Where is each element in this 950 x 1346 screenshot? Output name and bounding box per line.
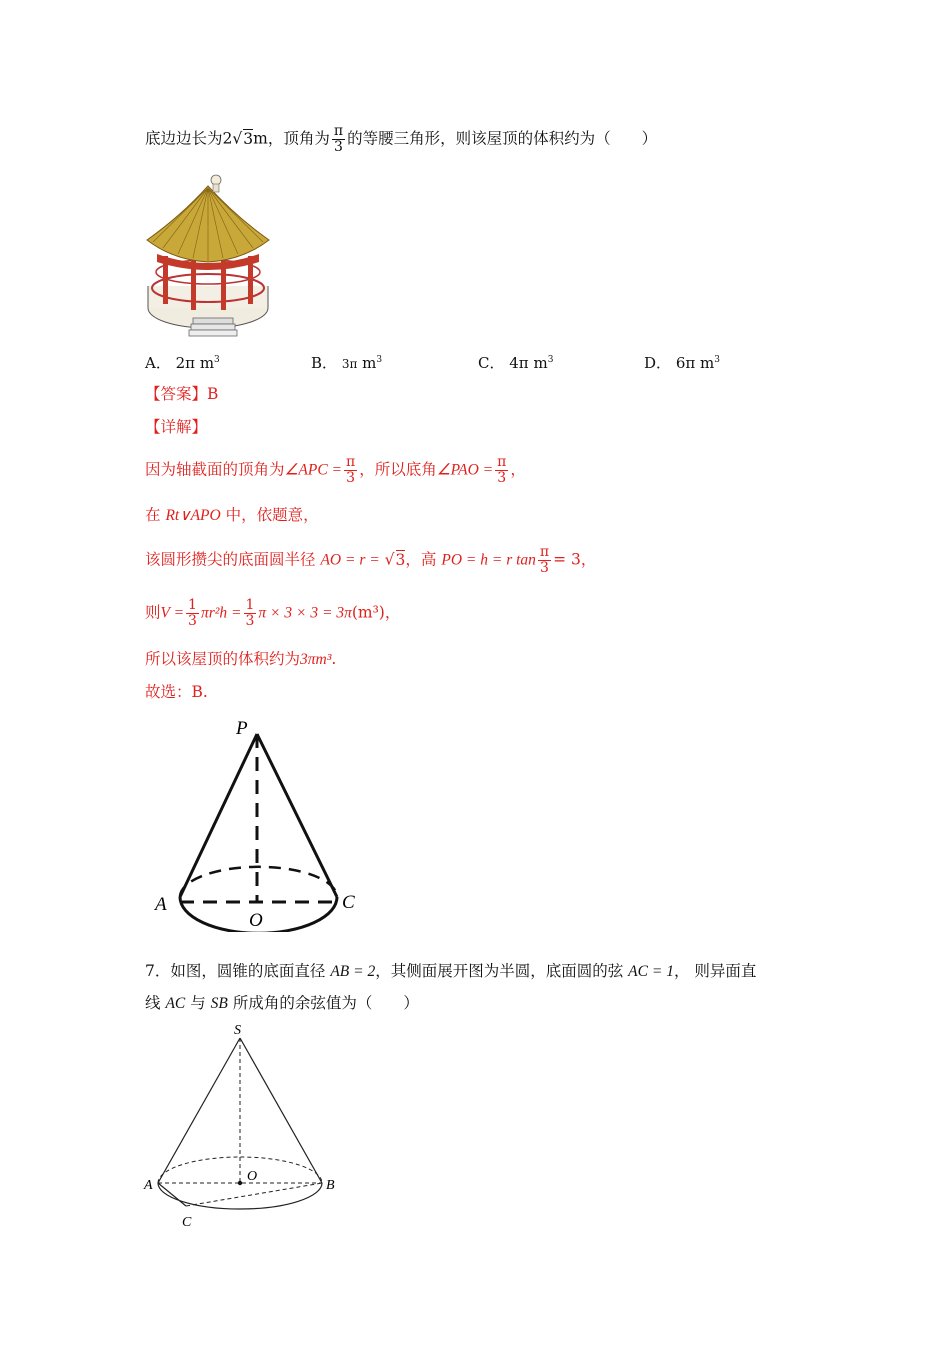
q7-text: 7．如图，圆锥的底面直径: [145, 962, 326, 980]
option-label: C．: [478, 354, 505, 372]
stem-text: 底边边长为: [145, 129, 223, 148]
sol-root: 3: [395, 550, 406, 569]
option-c[interactable]: [478, 352, 553, 373]
q7-line-2: [145, 991, 419, 1016]
frac-num: π: [333, 123, 344, 139]
sqrt-symbol: √: [232, 129, 243, 148]
option-label: D．: [644, 354, 672, 372]
sol-text: 在: [145, 506, 161, 524]
frac-den: 3: [346, 470, 356, 486]
center-point: [238, 1181, 242, 1185]
solution-line-3: [145, 545, 596, 576]
q7-text: 所成角的余弦值为（ ）: [232, 994, 419, 1012]
label-o: O: [247, 1169, 258, 1184]
label-c: C: [342, 892, 355, 913]
sol-text: 则: [145, 603, 161, 622]
option-value: 2π: [175, 354, 196, 372]
side-root: 3: [243, 129, 254, 148]
frac-pi-3: [538, 545, 551, 576]
option-value: 6π: [675, 354, 696, 372]
option-a[interactable]: [145, 352, 220, 373]
option-label: B．: [311, 354, 338, 372]
label-a: A: [155, 894, 167, 915]
cone-edge-left: [180, 734, 257, 897]
frac-1-3: [244, 598, 257, 629]
sol-text: ，: [580, 550, 597, 569]
frac-den: 3: [334, 139, 343, 155]
option-label: A．: [145, 354, 171, 372]
cone-edge-right: [257, 734, 337, 897]
option-value: 3π: [341, 357, 358, 371]
sol-math: Rt∨APO: [165, 507, 221, 524]
cone-figure-1: [150, 712, 365, 932]
frac-pi-3: [344, 455, 357, 486]
sol-math: PO = h = r tan: [441, 551, 536, 569]
sol-math: V =: [160, 604, 185, 622]
q7-math: AB = 2: [330, 963, 376, 980]
frac-num: π: [346, 454, 356, 470]
sol-math: ∠PAO =: [436, 461, 494, 479]
frac-num: π: [539, 544, 550, 560]
sqrt-symbol: √: [384, 550, 395, 569]
option-value: 4π: [509, 354, 529, 372]
sol-math: 3πm³: [300, 651, 332, 668]
edge-sa: [158, 1038, 240, 1183]
option-unit: m: [700, 354, 715, 372]
edge-sb: [240, 1038, 322, 1183]
angle-fraction: [332, 124, 345, 155]
q7-line-1: [145, 959, 756, 984]
frac-den: 3: [188, 613, 197, 629]
label-b: B: [326, 1178, 335, 1193]
solution-line-4: [145, 598, 400, 629]
frac-den: 3: [245, 613, 255, 629]
sol-text: ，: [384, 603, 401, 622]
solution-line-5: [145, 647, 336, 672]
answer-line: [145, 382, 218, 406]
chord-cb: [186, 1183, 322, 1206]
sol-math: AO = r =: [320, 551, 380, 569]
pavilion-image: [143, 168, 273, 340]
q7-text: 线: [145, 994, 161, 1012]
sol-unit: (m³): [351, 603, 385, 622]
stem-text: ，顶角为: [267, 129, 330, 148]
option-exp: 3: [376, 355, 383, 365]
sol-text: ，所以底角: [359, 460, 437, 479]
sol-text: .: [331, 650, 337, 668]
frac-den: 3: [540, 560, 549, 576]
q7-math: SB: [210, 995, 228, 1012]
option-unit: m: [199, 354, 215, 372]
sol-math: ∠APC =: [284, 461, 343, 479]
sol-text: 中，依题意，: [225, 506, 319, 524]
q7-math: AC: [165, 995, 186, 1012]
option-d[interactable]: [644, 352, 720, 373]
solution-line-6: 故选：B.: [145, 683, 208, 701]
stem-text: 的等腰三角形，则该屋顶的体积约为（ ）: [347, 129, 658, 148]
frac-1-3: [186, 598, 199, 629]
q7-text: ， 则异面直: [673, 962, 757, 980]
q7-text: ，其侧面展开图为半圆，底面圆的弦: [375, 962, 624, 980]
solution-line-2: [145, 503, 319, 528]
frac-num: 1: [245, 597, 255, 613]
sol-text: ，: [510, 460, 526, 479]
option-unit: m: [533, 354, 548, 372]
side-unit: m: [253, 129, 268, 148]
solution-line-1: [145, 455, 526, 486]
q7-math: AC = 1: [628, 963, 674, 980]
answer-label: 【答案】: [145, 385, 208, 403]
q6-stem: [145, 124, 657, 155]
option-unit: m: [362, 354, 377, 372]
label-s: S: [234, 1023, 241, 1038]
sol-math: π × 3 × 3 = 3π: [258, 604, 352, 622]
label-a: A: [144, 1178, 153, 1193]
sol-text: ，高: [405, 550, 437, 569]
label-c: C: [182, 1215, 192, 1230]
option-exp: 3: [214, 355, 220, 365]
option-exp: 3: [547, 355, 554, 365]
sol-math: πr²h =: [200, 604, 242, 622]
sol-text: 所以该屋顶的体积约为: [145, 650, 301, 668]
q7-text: 与: [190, 994, 206, 1012]
side-length: 2: [222, 129, 233, 148]
sol-text: 因为轴截面的顶角为: [145, 460, 285, 479]
sol-text: 该圆形攒尖的底面圆半径: [145, 550, 316, 569]
chord-ac: [158, 1183, 186, 1206]
frac-pi-3: [495, 455, 508, 486]
sol-math: = 3: [553, 550, 581, 569]
frac-den: 3: [497, 470, 507, 486]
label-p: P: [236, 718, 248, 739]
cone-figure-2: [140, 1018, 350, 1243]
frac-num: π: [497, 454, 507, 470]
label-o: O: [249, 910, 263, 931]
answer-value: B: [207, 385, 219, 403]
detail-label: 【详解】: [145, 418, 208, 436]
frac-num: 1: [188, 597, 197, 613]
option-exp: 3: [714, 355, 720, 365]
option-b[interactable]: [311, 352, 382, 373]
